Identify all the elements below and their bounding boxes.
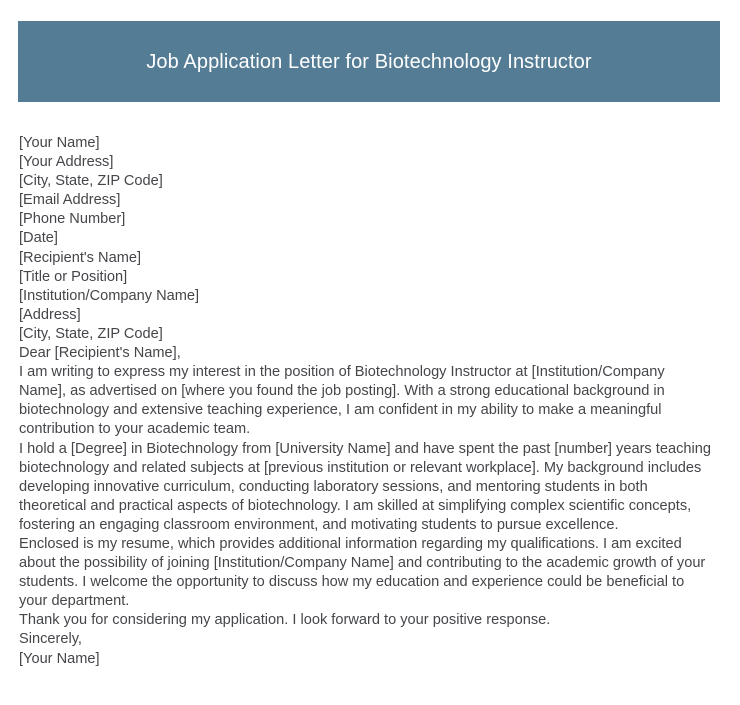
signature-line: [Your Name]	[19, 650, 100, 667]
page-title: Job Application Letter for Biotechnology Instructor	[146, 50, 592, 73]
body-paragraph-3: Enclosed is my resume, which provides additional information regarding my qualifications. I am excited about the possibility of joining [Institution/Company Name] and contributing to the academic growth of your students. I welcome the opportunity to discuss how my education and experience could be beneficial to your department.	[19, 535, 706, 610]
sender-phone-line: [Phone Number]	[19, 211, 126, 228]
sender-name-line: [Your Name]	[19, 135, 100, 151]
sender-city-line: [City, State, ZIP Code]	[19, 173, 163, 190]
sender-email-line: [Email Address]	[19, 192, 121, 209]
body-paragraph-1: I am writing to express my interest in the position of Biotechnology Instructor at [Institution/Company Name], as advertised on [where you found the job posting]. With a strong educational background in biotechnology and extensive teaching experience, I am confident in my ability to make a meaningful contribution to your academic team.	[19, 364, 665, 438]
sender-address-line: [Your Address]	[19, 154, 114, 171]
closing-line: Sincerely,	[19, 631, 82, 648]
date-line: [Date]	[19, 230, 58, 247]
recipient-city-line: [City, State, ZIP Code]	[19, 325, 163, 342]
salutation-line: Dear [Recipient's Name],	[19, 345, 181, 362]
recipient-title-line: [Title or Position]	[19, 268, 128, 285]
body-paragraph-4: Thank you for considering my application. I look forward to your positive response.	[19, 612, 551, 629]
recipient-name-line: [Recipient's Name]	[19, 249, 142, 266]
letter-header-banner	[18, 21, 720, 102]
recipient-institution-line: [Institution/Company Name]	[19, 287, 200, 304]
letter-body	[19, 134, 713, 669]
recipient-address-line: [Address]	[19, 306, 81, 323]
body-paragraph-2: I hold a [Degree] in Biotechnology from [University Name] and have spent the past [number] years teaching biotechnology and related subjects at [previous institution or relevant workplace]. My background includes developing innovative curriculum, conducting laboratory sessions, and mentoring students in both theoretical and practical aspects of biotechnology. I am skilled at simplifying complex scientific concepts, fostering an engaging classroom environment, and motivating students to pursue excellence.	[19, 440, 711, 533]
